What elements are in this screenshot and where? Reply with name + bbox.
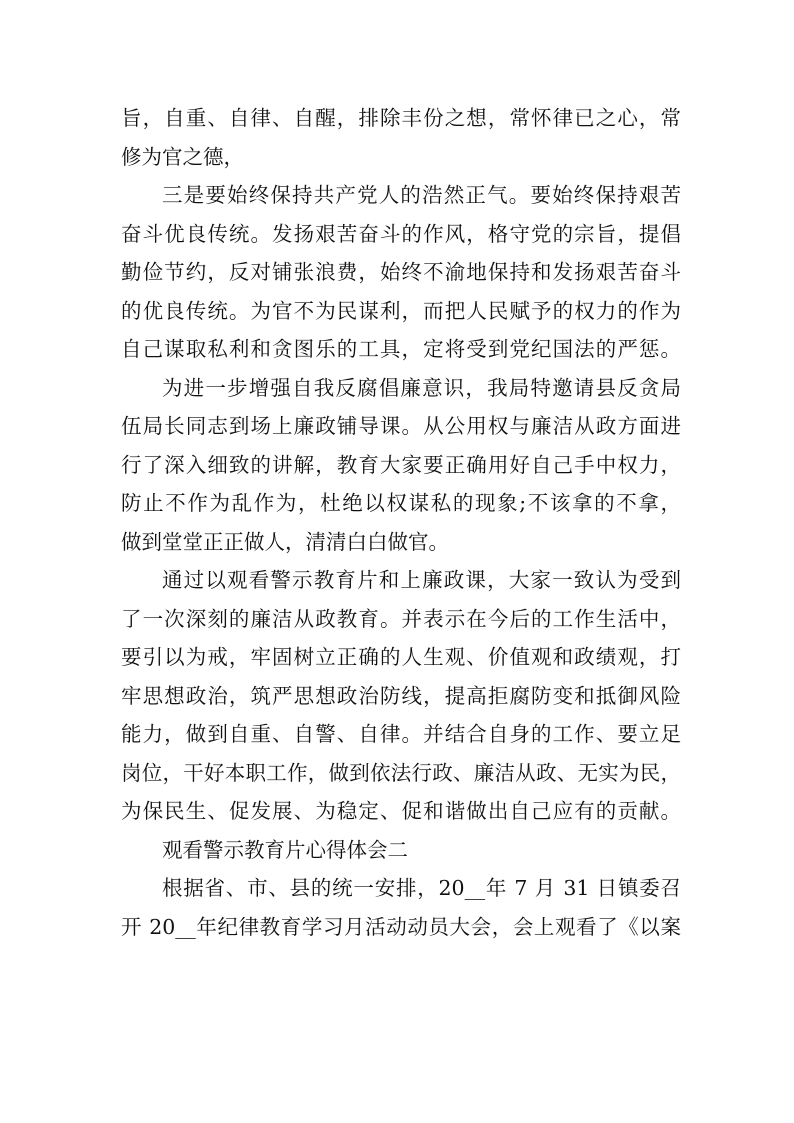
text-line: 旨，自重、自律、自醒，排除丰份之想，常怀律已之心，常 (121, 106, 681, 130)
text-line: 了一次深刻的廉洁从政教育。并表示在今后的工作生活中， (121, 606, 681, 631)
text-line: 勤俭节约，反对铺张浪费，始终不渝地保持和发扬艰苦奋斗 (121, 260, 681, 284)
document-body (121, 99, 681, 946)
text-line: 通过以观看警示教育片和上廉政课，大家一致认为受到 (162, 568, 681, 592)
text-line: 观看警示教育片心得体会二 (162, 837, 408, 862)
text-line: 行了深入细致的讲解，教育大家要正确用好自己手中权力， (121, 452, 681, 477)
text-line: 做到堂堂正正做人，清清白白做官。 (121, 529, 449, 554)
text-line: 自己谋取私利和贪图乐的工具，定将受到党纪国法的严惩。 (121, 337, 681, 361)
text-line: 三是要始终保持共产党人的浩然正气。要始终保持艰苦 (162, 183, 681, 207)
text-line: 奋斗优良传统。发扬艰苦奋斗的作风，格守党的宗旨，提倡 (121, 221, 681, 246)
text-line: 能力，做到自重、自警、自律。并结合自身的工作、要立足 (121, 722, 681, 746)
text-line: 要引以为戒，牢固树立正确的人生观、价值观和政绩观，打 (121, 645, 681, 669)
text-line: 岗位，干好本职工作，做到依法行政、廉洁从政、无实为民， (121, 760, 681, 785)
text-line: 防止不作为乱作为，杜绝以权谋私的现象;不该拿的不拿， (121, 491, 681, 515)
text-line: 开 20__年纪律教育学习月活动动员大会，会上观看了《以案 (121, 914, 681, 939)
text-line: 的优良传统。为官不为民谋利，而把人民赋予的权力的作为 (121, 298, 681, 323)
text-line: 伍局长同志到场上廉政铺导课。从公用权与廉洁从政方面进 (121, 414, 681, 438)
text-line: 为进一步增强自我反腐倡廉意识，我局特邀请县反贪局 (162, 375, 681, 400)
text-line: 牢思想政治，筑严思想政治防线，提高拒腐防变和抵御风险 (121, 683, 681, 708)
text-line: 根据省、市、县的统一安排，20__年 7 月 31 日镇委召 (162, 876, 681, 900)
text-line: 修为官之德， (121, 144, 244, 169)
text-line: 为保民生、促发展、为稳定、促和谐做出自己应有的贡献。 (121, 799, 681, 823)
